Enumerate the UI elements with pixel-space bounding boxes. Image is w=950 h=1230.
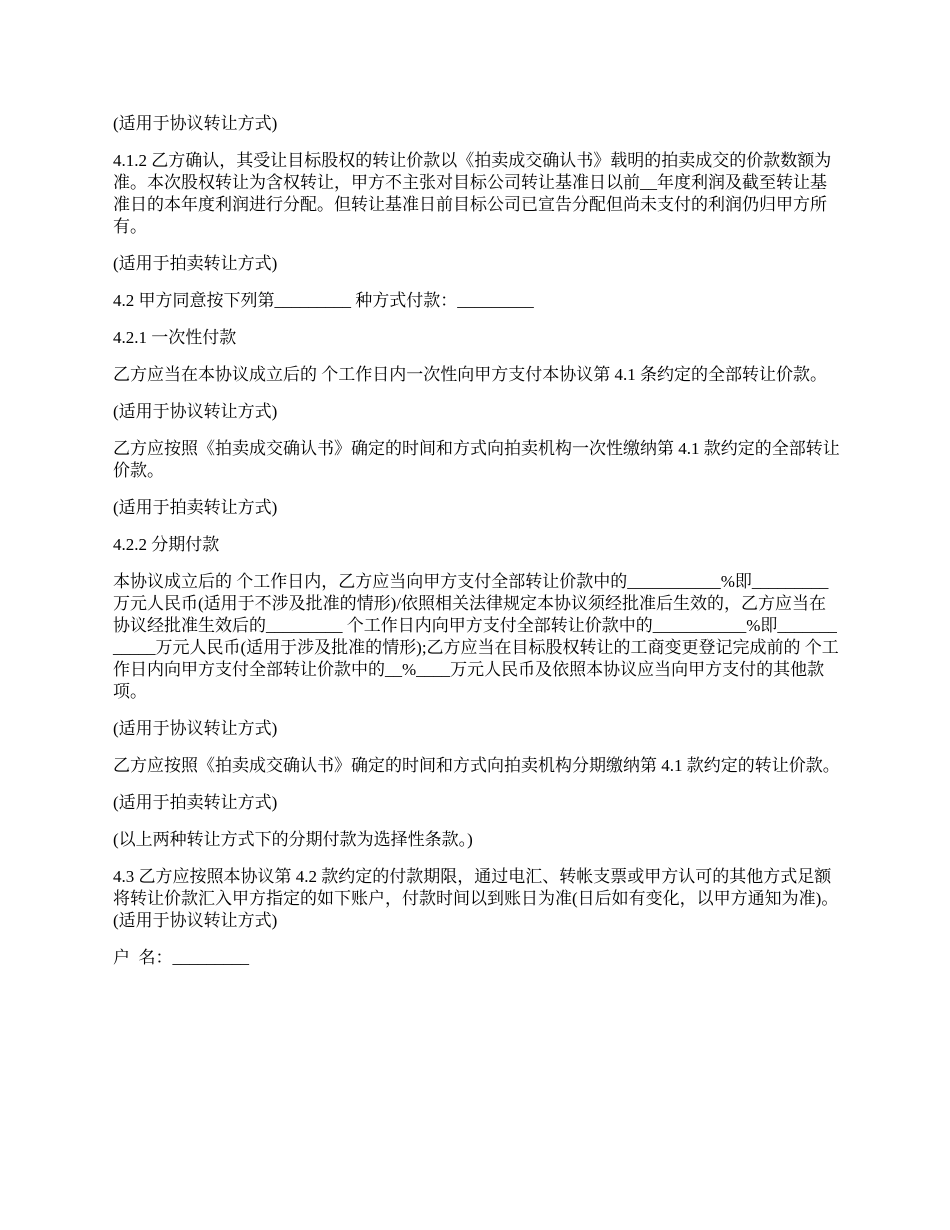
paragraph: (以上两种转让方式下的分期付款为选择性条款。) [113,830,473,849]
paragraph: (适用于协议转让方式) [113,114,278,133]
paragraph: 户 名：_________ [113,948,249,967]
paragraph: 4.2 甲方同意按下列第_________ 种方式付款：_________ [113,291,534,310]
paragraph: 4.2.1 一次性付款 [113,328,237,347]
document-body [113,113,841,984]
paragraph: 4.2.2 分期付款 [113,535,220,554]
paragraph: (适用于拍卖转让方式) [113,793,278,812]
paragraph: 乙方应按照《拍卖成交确认书》确定的时间和方式向拍卖机构一次性缴纳第 4.1 款约定的全部转让价款。 [113,439,840,480]
paragraph: (适用于协议转让方式) [113,402,278,421]
paragraph: 4.1.2 乙方确认，其受让目标股权的转让价款以《拍卖成交确认书》载明的拍卖成交的价款数额为准。本次股权转让为含权转让，甲方不主张对目标公司转让基准日以前__年度利润及截至转让基准日的本年度利润进行分配。但转让基准日前目标公司已宣告分配但尚未支付的利润仍归甲方所有。 [113,151,832,236]
paragraph: 乙方应当在本协议成立后的 个工作日内一次性向甲方支付本协议第 4.1 条约定的全部转让价款。 [113,365,827,384]
paragraph: 本协议成立后的 个工作日内，乙方应当向甲方支付全部转让价款中的___________%即_________ 万元人民币(适用于不涉及批准的情形)/依照相关法律规定本协议须经批准后生效的，乙方应当在协议经批准生效后的_________ 个工作日内向甲方支付全部转让价款中的___________%即____________万元人民币(适用于涉及批准的情形);乙方应当在目标股权转让的工商变更登记完成前的 个工作日内向甲方支付全部转让价款中的__%____万元人民币及依照本协议应当向甲方支付的其他款项。 [113,572,839,701]
paragraph: (适用于拍卖转让方式) [113,254,278,273]
paragraph: (适用于拍卖转让方式) [113,498,278,517]
paragraph: (适用于协议转让方式) [113,719,278,738]
paragraph: 乙方应按照《拍卖成交确认书》确定的时间和方式向拍卖机构分期缴纳第 4.1 款约定的转让价款。 [113,756,840,775]
paragraph: 4.3 乙方应按照本协议第 4.2 款约定的付款期限，通过电汇、转帐支票或甲方认可的其他方式足额将转让价款汇入甲方指定的如下账户，付款时间以到账日为准(日后如有变化，以甲方通知为准)。(适用于协议转让方式) [113,867,839,930]
